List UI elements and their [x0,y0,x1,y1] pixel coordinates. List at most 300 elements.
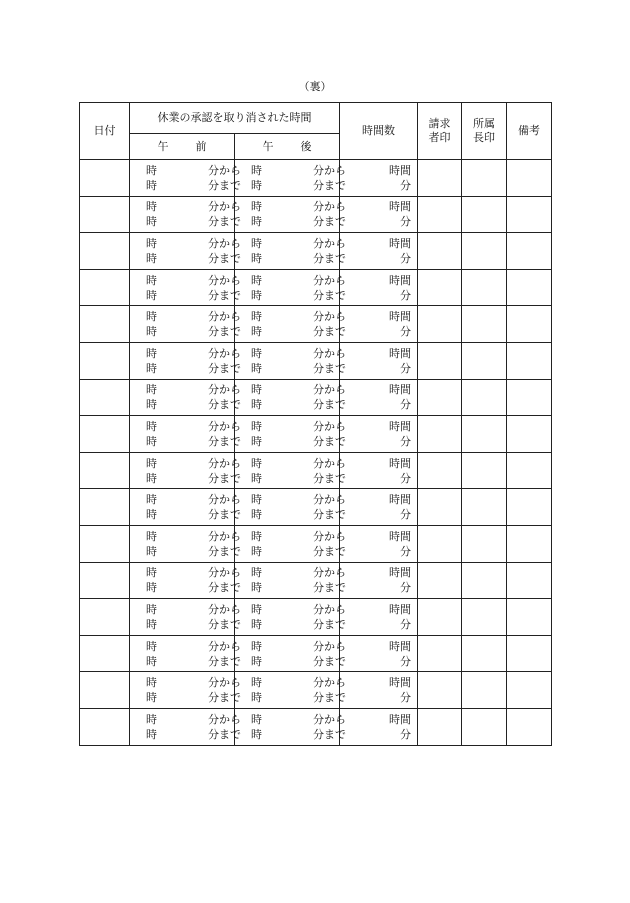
table-row [80,196,552,233]
pm-from-minute-label: 分から [313,529,346,543]
pm-time-cell[interactable] [235,708,346,745]
date-cell[interactable] [80,708,130,745]
remarks-cell[interactable] [507,306,552,343]
am-from-hour-label: 時 [146,163,157,177]
hours-unit-label: 時間 [389,493,411,507]
am-time-cell-times [130,456,241,486]
am-time-cell[interactable] [130,196,241,233]
requester-seal-cell[interactable] [418,489,462,526]
am-time-cell-times [130,309,241,339]
minutes-unit-label: 分 [400,398,411,412]
supervisor-seal-label-line1: 所属 [473,117,495,130]
remarks-cell[interactable] [507,489,552,526]
am-time-cell[interactable] [130,635,241,672]
minutes-unit-label: 分 [400,691,411,705]
header-row-top [80,103,552,134]
pm-time-cell-times [235,675,346,705]
am-from-minute-label: 分から [208,419,241,433]
am-from-minute-label: 分から [208,346,241,360]
minutes-unit-label: 分 [400,727,411,741]
am-time-cell[interactable] [130,489,241,526]
requester-seal-label-line1: 請求 [428,117,451,130]
date-cell[interactable] [80,599,130,636]
hours-unit-label: 時間 [389,419,411,433]
date-cell[interactable] [80,489,130,526]
am-to-hour-label: 時 [146,727,157,741]
pm-from-minute-label: 分から [313,383,346,397]
pm-to-minute-label: 分まで [313,215,346,229]
pm-time-cell-times [235,529,346,559]
hours-unit-label: 時間 [389,676,411,690]
pm-from-minute-label: 分から [313,163,346,177]
pm-time-cell[interactable] [235,233,346,270]
pm-from-hour-label: 時 [251,529,262,543]
pm-from-hour-label: 時 [251,163,262,177]
am-to-hour-label: 時 [146,581,157,595]
supervisor-seal-cell[interactable] [462,452,507,489]
pm-header [235,134,340,160]
am-to-minute-label: 分まで [208,581,241,595]
requester-seal-cell[interactable] [418,269,462,306]
am-to-hour-label: 時 [146,325,157,339]
pm-to-minute-label: 分まで [313,434,346,448]
date-cell[interactable] [80,416,130,453]
pm-time-cell[interactable] [235,489,346,526]
am-from-hour-label: 時 [146,676,157,690]
am-from-minute-label: 分から [208,273,241,287]
pm-time-cell-times [235,492,346,522]
am-from-minute-label: 分から [208,163,241,177]
pm-to-hour-label: 時 [251,178,262,192]
table-row [80,306,552,343]
am-from-minute-label: 分から [208,200,241,214]
pm-time-cell-times [235,273,346,303]
pm-time-cell[interactable] [235,599,346,636]
pm-time-cell[interactable] [235,379,346,416]
page-heading: （裏） [298,80,332,93]
requester-seal-cell[interactable] [418,160,462,197]
table-row [80,525,552,562]
table-row [80,708,552,745]
supervisor-seal-cell[interactable] [462,635,507,672]
pm-from-hour-label: 時 [251,346,262,360]
am-to-minute-label: 分まで [208,508,241,522]
requester-seal-cell[interactable] [418,306,462,343]
am-from-hour-label: 時 [146,566,157,580]
pm-from-hour-label: 時 [251,310,262,324]
am-from-hour-label: 時 [146,639,157,653]
requester-seal-cell[interactable] [418,379,462,416]
am-from-minute-label: 分から [208,493,241,507]
pm-to-hour-label: 時 [251,471,262,485]
am-from-hour-label: 時 [146,310,157,324]
pm-from-hour-label: 時 [251,383,262,397]
am-from-hour-label: 時 [146,712,157,726]
pm-to-minute-label: 分まで [313,178,346,192]
am-from-hour-label: 時 [146,346,157,360]
am-time-cell-times [130,382,241,412]
minutes-unit-label: 分 [400,581,411,595]
am-time-cell[interactable] [130,672,241,709]
pm-header-char1: 午 [262,139,274,153]
pm-to-hour-label: 時 [251,215,262,229]
minutes-unit-label: 分 [400,288,411,302]
am-time-cell[interactable] [130,562,241,599]
am-from-minute-label: 分から [208,310,241,324]
supervisor-seal-cell[interactable] [462,416,507,453]
remarks-cell[interactable] [507,708,552,745]
pm-time-cell[interactable] [235,562,346,599]
am-to-hour-label: 時 [146,617,157,631]
date-cell[interactable] [80,635,130,672]
requester-seal-cell[interactable] [418,196,462,233]
cancelled-leave-table [79,102,552,746]
am-to-hour-label: 時 [146,215,157,229]
pm-from-minute-label: 分から [313,712,346,726]
am-from-minute-label: 分から [208,602,241,616]
requester-seal-cell[interactable] [418,525,462,562]
pm-to-hour-label: 時 [251,251,262,265]
requester-seal-cell[interactable] [418,562,462,599]
remarks-cell[interactable] [507,379,552,416]
am-time-cell-times [130,639,241,669]
remarks-cell[interactable] [507,562,552,599]
table-row [80,160,552,197]
am-to-hour-label: 時 [146,508,157,522]
am-to-hour-label: 時 [146,398,157,412]
remarks-cell[interactable] [507,416,552,453]
hours-unit-label: 時間 [389,602,411,616]
hours-unit-label: 時間 [389,712,411,726]
pm-from-minute-label: 分から [313,639,346,653]
am-header-char2: 前 [195,139,207,153]
pm-time-cell-times [235,712,346,742]
pm-from-minute-label: 分から [313,310,346,324]
remarks-cell[interactable] [507,599,552,636]
supervisor-seal-cell[interactable] [462,196,507,233]
pm-to-minute-label: 分まで [313,398,346,412]
table-row [80,635,552,672]
minutes-unit-label: 分 [400,434,411,448]
requester-seal-cell[interactable] [418,672,462,709]
minutes-unit-label: 分 [400,361,411,375]
period-group-label: 休業の承認を取り消された時間 [157,111,312,124]
supervisor-seal-cell[interactable] [462,269,507,306]
table-row [80,269,552,306]
pm-to-minute-label: 分まで [313,691,346,705]
supervisor-seal-cell[interactable] [462,708,507,745]
hours-header-label: 時間数 [362,124,395,137]
pm-to-hour-label: 時 [251,654,262,668]
remarks-cell[interactable] [507,342,552,379]
pm-from-hour-label: 時 [251,419,262,433]
remarks-header-label: 備考 [518,124,540,137]
am-to-minute-label: 分まで [208,361,241,375]
date-cell[interactable] [80,672,130,709]
am-time-cell[interactable] [130,599,241,636]
pm-to-minute-label: 分まで [313,508,346,522]
am-from-hour-label: 時 [146,200,157,214]
supervisor-seal-cell[interactable] [462,525,507,562]
am-time-cell-times [130,492,241,522]
remarks-cell[interactable] [507,452,552,489]
supervisor-seal-cell[interactable] [462,160,507,197]
remarks-cell[interactable] [507,525,552,562]
pm-to-minute-label: 分まで [313,581,346,595]
pm-time-cell[interactable] [235,416,346,453]
supervisor-seal-cell[interactable] [462,672,507,709]
supervisor-seal-cell[interactable] [462,342,507,379]
period-group-header [130,103,340,134]
minutes-unit-label: 分 [400,654,411,668]
supervisor-seal-cell[interactable] [462,599,507,636]
date-header [80,103,130,160]
pm-time-cell[interactable] [235,525,346,562]
am-time-cell-times [130,602,241,632]
am-time-cell-times [130,273,241,303]
am-from-hour-label: 時 [146,456,157,470]
requester-seal-cell[interactable] [418,599,462,636]
am-to-minute-label: 分まで [208,617,241,631]
pm-from-minute-label: 分から [313,493,346,507]
minutes-unit-label: 分 [400,325,411,339]
supervisor-seal-cell[interactable] [462,379,507,416]
date-cell[interactable] [80,452,130,489]
pm-to-hour-label: 時 [251,581,262,595]
am-to-minute-label: 分まで [208,288,241,302]
am-to-minute-label: 分まで [208,544,241,558]
am-from-minute-label: 分から [208,456,241,470]
am-to-minute-label: 分まで [208,325,241,339]
date-cell[interactable] [80,342,130,379]
minutes-unit-label: 分 [400,544,411,558]
am-to-hour-label: 時 [146,288,157,302]
hours-unit-label: 時間 [389,383,411,397]
am-time-cell-times [130,236,241,266]
date-cell[interactable] [80,233,130,270]
remarks-cell[interactable] [507,160,552,197]
pm-from-hour-label: 時 [251,456,262,470]
am-time-cell-times [130,565,241,595]
minutes-unit-label: 分 [400,251,411,265]
am-to-minute-label: 分まで [208,398,241,412]
pm-time-cell-times [235,639,346,669]
am-to-minute-label: 分まで [208,215,241,229]
am-time-cell[interactable] [130,342,241,379]
am-to-hour-label: 時 [146,178,157,192]
requester-seal-cell[interactable] [418,233,462,270]
supervisor-seal-cell[interactable] [462,306,507,343]
remarks-cell[interactable] [507,635,552,672]
pm-time-cell[interactable] [235,160,346,197]
requester-seal-cell[interactable] [418,342,462,379]
pm-time-cell[interactable] [235,342,346,379]
pm-to-minute-label: 分まで [313,617,346,631]
am-header [130,134,235,160]
am-to-minute-label: 分まで [208,727,241,741]
table-row [80,233,552,270]
date-header-label: 日付 [93,124,116,137]
pm-from-minute-label: 分から [313,419,346,433]
am-to-hour-label: 時 [146,544,157,558]
date-cell[interactable] [80,196,130,233]
pm-from-minute-label: 分から [313,236,346,250]
am-time-cell-times [130,712,241,742]
supervisor-seal-cell[interactable] [462,233,507,270]
pm-time-cell-times [235,419,346,449]
table-row [80,672,552,709]
am-to-minute-label: 分まで [208,471,241,485]
pm-from-minute-label: 分から [313,456,346,470]
am-from-hour-label: 時 [146,493,157,507]
pm-time-cell-times [235,382,346,412]
am-from-hour-label: 時 [146,383,157,397]
am-to-minute-label: 分まで [208,654,241,668]
am-time-cell[interactable] [130,452,241,489]
remarks-cell[interactable] [507,672,552,709]
pm-from-hour-label: 時 [251,566,262,580]
am-from-minute-label: 分から [208,383,241,397]
minutes-unit-label: 分 [400,178,411,192]
date-cell[interactable] [80,525,130,562]
table-row [80,562,552,599]
remarks-cell[interactable] [507,233,552,270]
pm-from-hour-label: 時 [251,676,262,690]
pm-to-hour-label: 時 [251,544,262,558]
remarks-cell[interactable] [507,269,552,306]
table-row [80,599,552,636]
am-time-cell[interactable] [130,306,241,343]
hours-unit-label: 時間 [389,566,411,580]
pm-from-minute-label: 分から [313,602,346,616]
am-time-cell-times [130,163,241,193]
am-from-minute-label: 分から [208,712,241,726]
requester-seal-cell[interactable] [418,416,462,453]
am-to-hour-label: 時 [146,361,157,375]
pm-time-cell[interactable] [235,306,346,343]
am-time-cell-times [130,199,241,229]
supervisor-seal-cell[interactable] [462,489,507,526]
minutes-unit-label: 分 [400,508,411,522]
pm-from-minute-label: 分から [313,676,346,690]
am-from-hour-label: 時 [146,419,157,433]
am-from-minute-label: 分から [208,236,241,250]
table-row [80,416,552,453]
pm-time-cell-times [235,346,346,376]
am-from-hour-label: 時 [146,529,157,543]
date-cell[interactable] [80,269,130,306]
pm-time-cell-times [235,236,346,266]
hours-unit-label: 時間 [389,273,411,287]
am-time-cell[interactable] [130,708,241,745]
am-to-hour-label: 時 [146,251,157,265]
am-time-cell-times [130,346,241,376]
supervisor-seal-header [462,103,507,160]
pm-from-minute-label: 分から [313,346,346,360]
remarks-cell[interactable] [507,196,552,233]
pm-to-minute-label: 分まで [313,727,346,741]
table-row [80,379,552,416]
hours-header [340,103,418,160]
pm-from-hour-label: 時 [251,493,262,507]
pm-from-hour-label: 時 [251,602,262,616]
pm-from-hour-label: 時 [251,236,262,250]
pm-from-hour-label: 時 [251,639,262,653]
pm-to-minute-label: 分まで [313,288,346,302]
pm-time-cell[interactable] [235,269,346,306]
am-time-cell[interactable] [130,416,241,453]
date-cell[interactable] [80,306,130,343]
pm-to-hour-label: 時 [251,617,262,631]
pm-time-cell-times [235,602,346,632]
am-time-cell[interactable] [130,379,241,416]
minutes-unit-label: 分 [400,617,411,631]
minutes-unit-label: 分 [400,471,411,485]
pm-time-cell[interactable] [235,635,346,672]
pm-time-cell-times [235,199,346,229]
pm-to-hour-label: 時 [251,727,262,741]
pm-from-hour-label: 時 [251,712,262,726]
date-cell[interactable] [80,562,130,599]
am-to-hour-label: 時 [146,434,157,448]
pm-to-minute-label: 分まで [313,361,346,375]
hours-unit-label: 時間 [389,236,411,250]
pm-from-minute-label: 分から [313,273,346,287]
am-to-minute-label: 分まで [208,251,241,265]
am-time-cell[interactable] [130,269,241,306]
hours-unit-label: 時間 [389,639,411,653]
date-cell[interactable] [80,379,130,416]
table-row [80,452,552,489]
requester-seal-cell[interactable] [418,635,462,672]
requester-seal-cell[interactable] [418,708,462,745]
pm-time-cell-times [235,456,346,486]
am-from-hour-label: 時 [146,273,157,287]
pm-to-minute-label: 分まで [313,325,346,339]
table-row [80,342,552,379]
pm-time-cell[interactable] [235,196,346,233]
pm-time-cell-times [235,163,346,193]
pm-to-hour-label: 時 [251,398,262,412]
am-from-hour-label: 時 [146,236,157,250]
am-to-minute-label: 分まで [208,691,241,705]
am-from-hour-label: 時 [146,602,157,616]
hours-unit-label: 時間 [389,163,411,177]
pm-to-hour-label: 時 [251,361,262,375]
requester-seal-cell[interactable] [418,452,462,489]
pm-to-hour-label: 時 [251,691,262,705]
hours-unit-label: 時間 [389,200,411,214]
am-time-cell[interactable] [130,525,241,562]
pm-time-cell[interactable] [235,452,346,489]
am-to-hour-label: 時 [146,654,157,668]
hours-unit-label: 時間 [389,310,411,324]
pm-to-hour-label: 時 [251,325,262,339]
pm-to-minute-label: 分まで [313,251,346,265]
pm-time-cell[interactable] [235,672,346,709]
pm-to-minute-label: 分まで [313,654,346,668]
hours-unit-label: 時間 [389,456,411,470]
am-time-cell-times [130,675,241,705]
am-time-cell[interactable] [130,233,241,270]
supervisor-seal-cell[interactable] [462,562,507,599]
hours-unit-label: 時間 [389,346,411,360]
requester-seal-header [418,103,462,160]
am-to-minute-label: 分まで [208,434,241,448]
hours-unit-label: 時間 [389,529,411,543]
date-cell[interactable] [80,160,130,197]
am-time-cell[interactable] [130,160,241,197]
